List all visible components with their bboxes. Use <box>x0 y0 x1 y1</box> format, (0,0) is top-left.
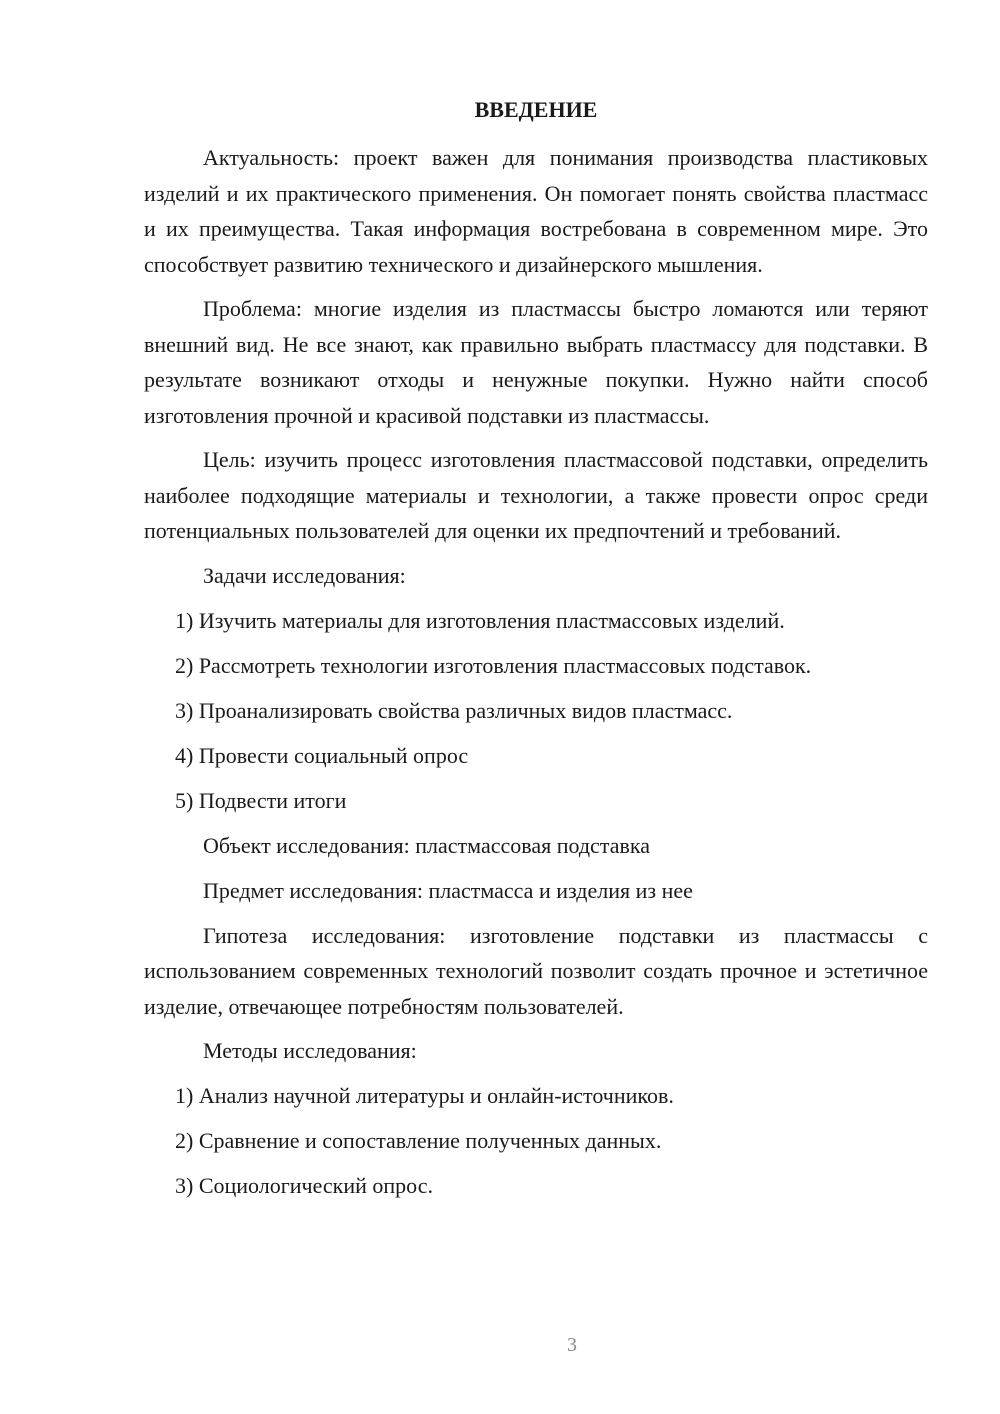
problem-paragraph: Проблема: многие изделия из пластмассы быстро ломаются или теряют внешний вид. Не все знают, как правильно выбрать пластмассу для подставки. В результате возникают отходы и ненужные покупки. Нужно найти способ изготовления прочной и красивой подставки из пластмассы. <box>144 296 928 428</box>
research-object: Объект исследования: пластмассовая подставка <box>203 832 650 858</box>
method-item: 3) Социологический опрос. <box>175 1173 433 1198</box>
research-subject: Предмет исследования: пластмасса и изделия из нее <box>203 877 693 903</box>
methods-heading: Методы исследования: <box>203 1038 417 1063</box>
document-page <box>144 92 928 1213</box>
task-item: 5) Подвести итоги <box>175 787 347 813</box>
method-item: 1) Анализ научной литературы и онлайн-источников. <box>175 1083 674 1108</box>
hypothesis-paragraph: Гипотеза исследования: изготовление подставки из пластмассы с использованием современных технологий позволит создать прочное и эстетичное изделие, отвечающее потребностям пользователей. <box>144 922 928 1019</box>
page-title: ВВЕДЕНИЕ <box>474 97 598 122</box>
tasks-heading: Задачи исследования: <box>203 562 406 588</box>
goal-paragraph: Цель: изучить процесс изготовления пластмассовой подставки, определить наиболее подходящие материалы и технологии, а также провести опрос среди потенциальных пользователей для оценки их предпочтений и требований. <box>144 447 928 543</box>
task-item: 2) Рассмотреть технологии изготовления пластмассовых подставок. <box>175 652 812 678</box>
task-item: 1) Изучить материалы для изготовления пластмассовых изделий. <box>175 607 785 633</box>
task-item: 3) Проанализировать свойства различных видов пластмасс. <box>175 697 733 723</box>
relevance-paragraph: Актуальность: проект важен для понимания производства пластиковых изделий и их практического применения. Он помогает понять свойства пластмасс и их преимущества. Такая информация востребована в современном мире. Это способствует развитию технического и дизайнерского мышления. <box>144 145 928 277</box>
page-number: 3 <box>567 1334 577 1356</box>
task-item: 4) Провести социальный опрос <box>175 742 469 768</box>
method-item: 2) Сравнение и сопоставление полученных данных. <box>175 1128 662 1153</box>
